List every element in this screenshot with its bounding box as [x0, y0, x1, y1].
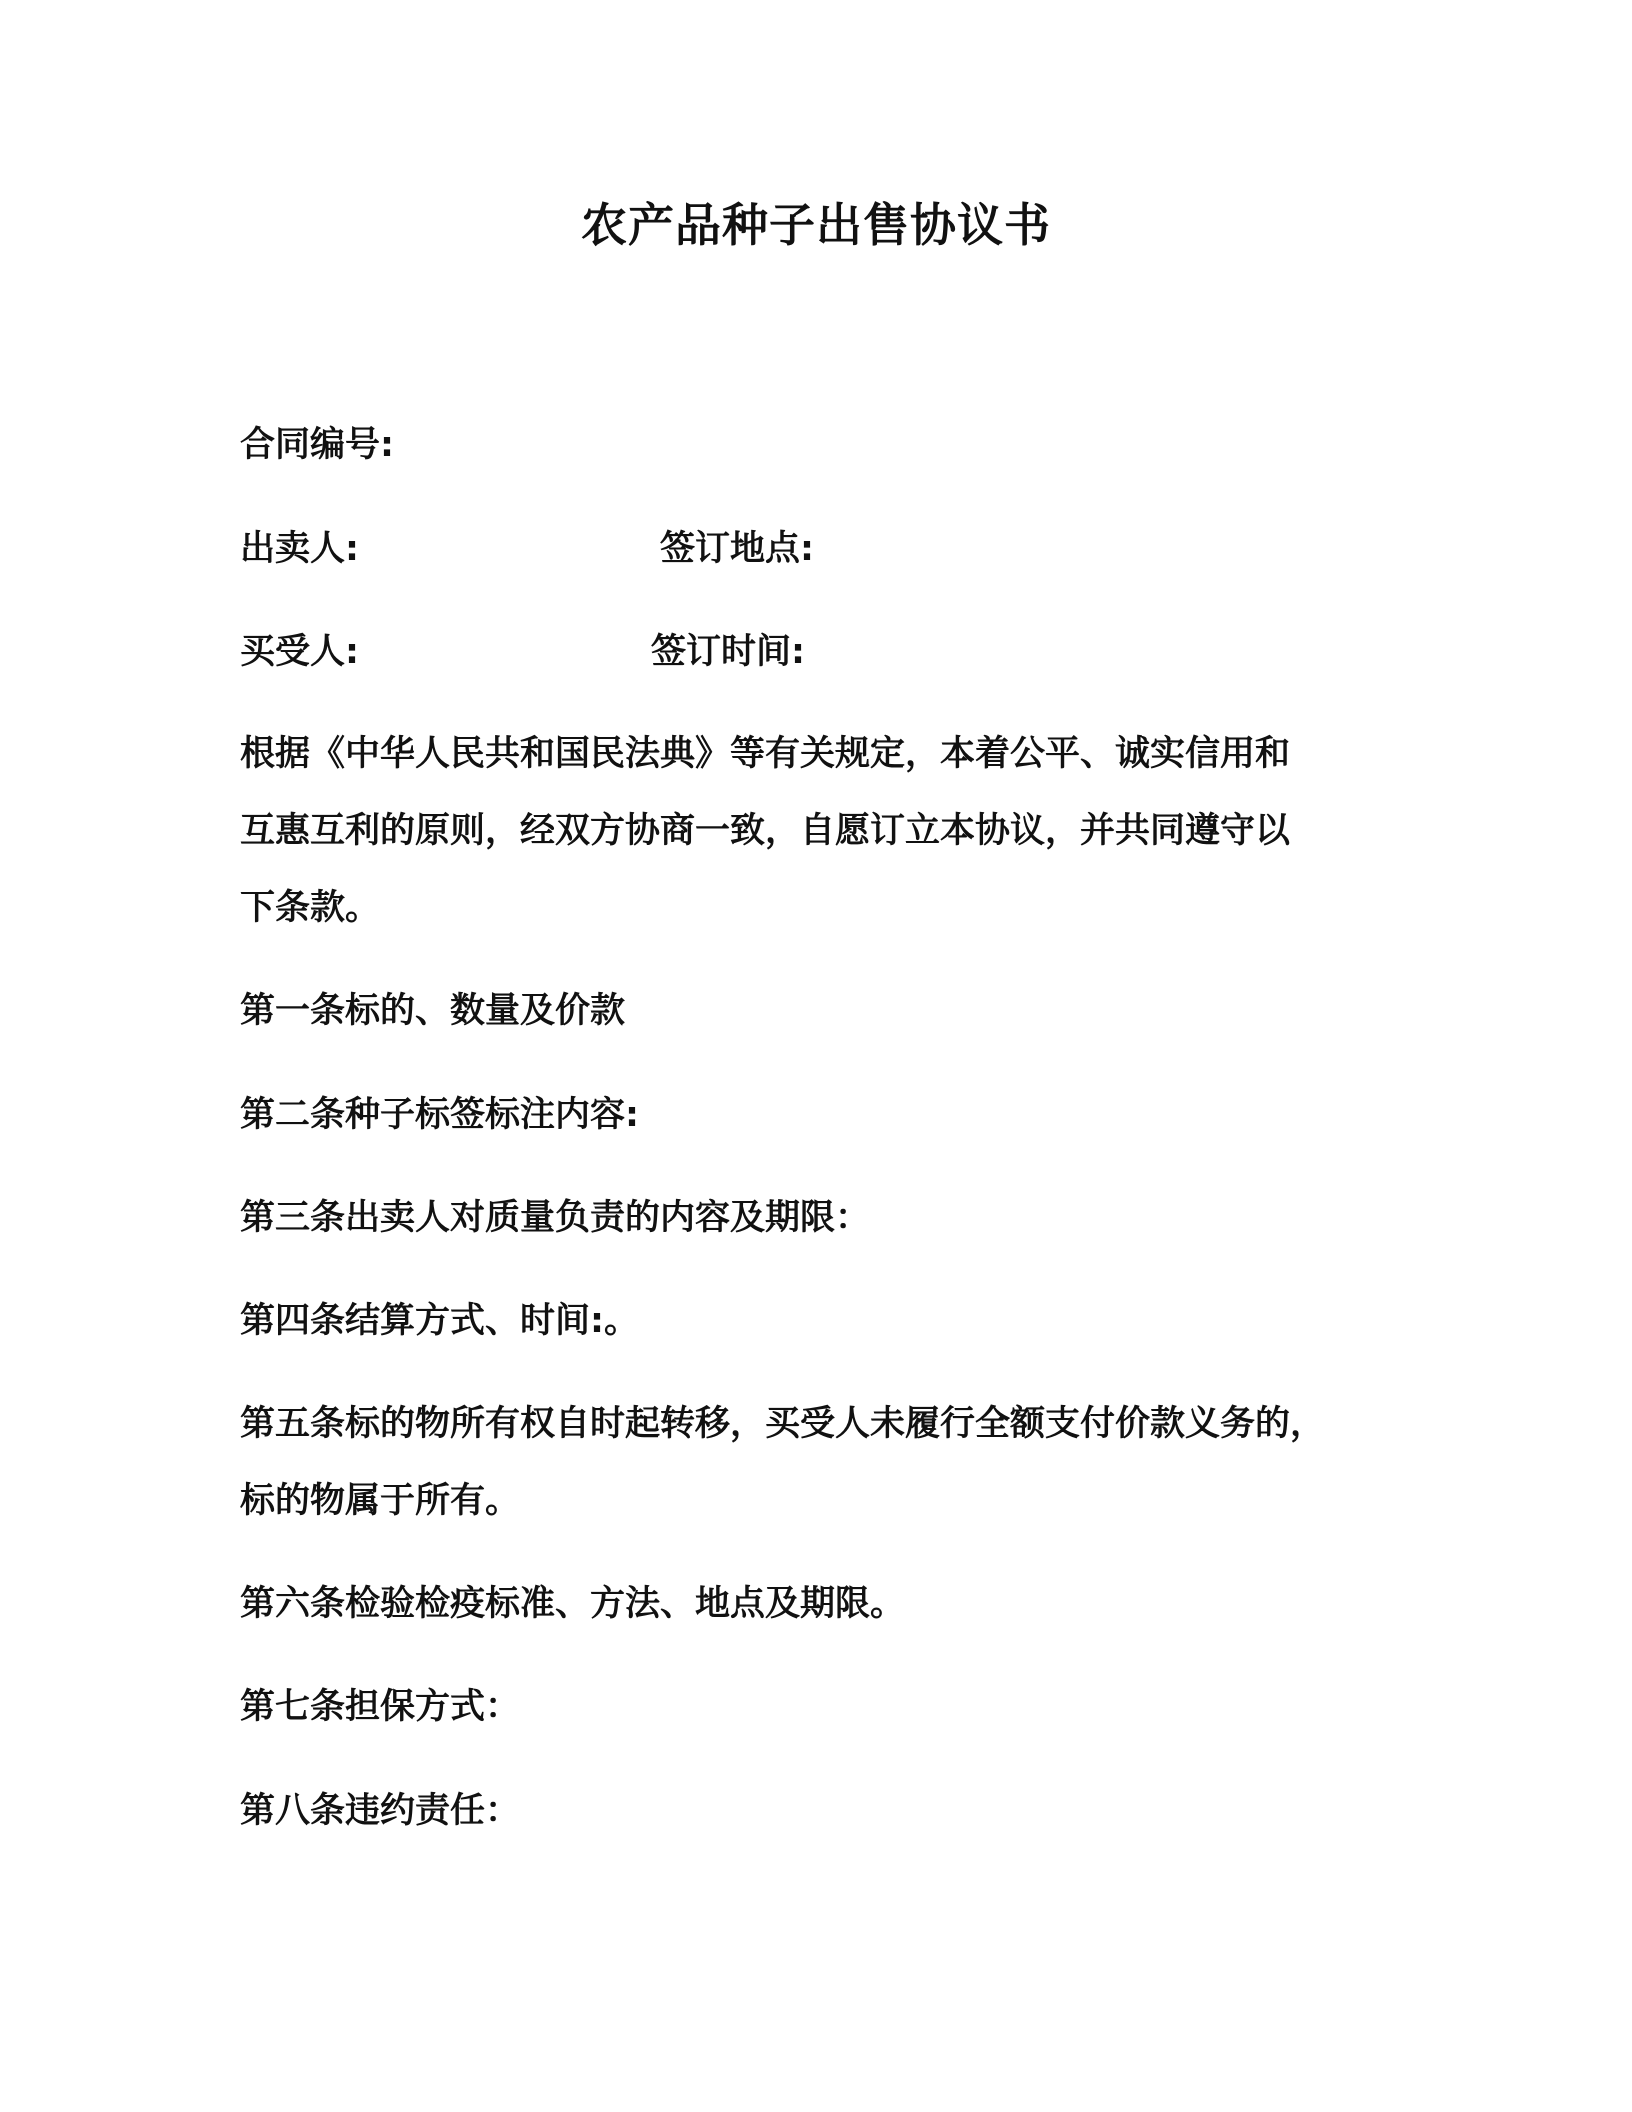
article-7: 第七条担保方式： — [240, 1687, 521, 1727]
sign-time-label: 签订时间: — [651, 632, 805, 672]
intro-line-3: 下条款。 — [240, 888, 381, 928]
intro-line-2: 互惠互利的原则，经双方协商一致，自愿订立本协议，并共同遵守以 — [240, 811, 1291, 851]
article-1: 第一条标的、数量及价款 — [240, 991, 626, 1031]
article-6: 第六条检验检疫标准、方法、地点及期限。 — [240, 1584, 906, 1624]
article-5-line-1: 第五条标的物所有权自时起转移，买受人未履行全额支付价款义务的， — [240, 1404, 1326, 1444]
intro-paragraph — [240, 716, 1390, 947]
article-2: 第二条种子标签标注内容: — [240, 1095, 639, 1135]
article-5-line-2: 标的物属于所有。 — [240, 1481, 521, 1521]
contract-number-label: 合同编号: — [240, 425, 394, 465]
article-4: 第四条结算方式、时间:。 — [240, 1301, 639, 1341]
seller-label: 出卖人: — [240, 529, 359, 569]
sign-place-label: 签订地点: — [660, 529, 814, 569]
intro-line-1: 根据《中华人民共和国民法典》等有关规定，本着公平、诚实信用和 — [240, 734, 1291, 774]
article-3: 第三条出卖人对质量负责的内容及期限： — [240, 1198, 871, 1238]
article-8: 第八条违约责任： — [240, 1791, 521, 1831]
buyer-label: 买受人: — [240, 632, 359, 672]
document-title: 农产品种子出售协议书 — [581, 198, 1051, 252]
article-5 — [240, 1386, 1390, 1540]
